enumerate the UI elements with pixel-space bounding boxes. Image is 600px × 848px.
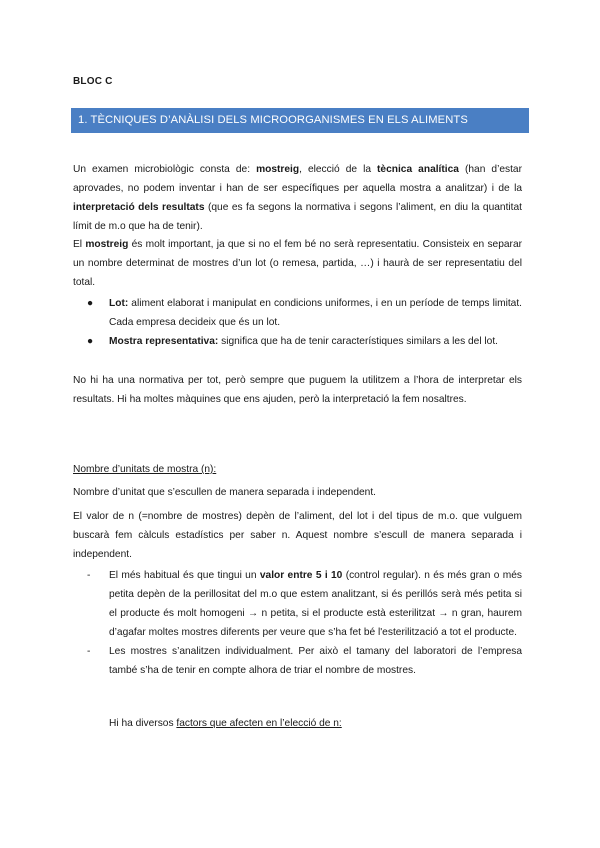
- paragraph-normativa: No hi ha una normativa per tot, però sempre que puguem la utilitzem a l’hora de interpretar els resultats. Hi ha moltes màquines que ens ajuden, però la interpretació la fem nosaltres.: [73, 375, 522, 405]
- dash-list: [73, 566, 522, 680]
- dash-icon: -: [87, 646, 91, 657]
- paragraph-factors: Hi ha diversos factors que afecten en l’elecció de n:: [109, 718, 342, 729]
- bullet-icon: ●: [87, 298, 94, 309]
- bullet-icon: ●: [87, 336, 94, 347]
- subheading-nombre-unitats: Nombre d’unitats de mostra (n):: [73, 464, 217, 475]
- paragraph-valor-n: El valor de n (=nombre de mostres) depèn de l’aliment, del lot i del tipus de m.o. que vulguem buscarà fem càlculs estadístics per saber n. Aquest nombre s’escull de manera separada i independent.: [73, 511, 522, 560]
- list-item-lot: ● Lot: aliment elaborat i manipulat en condicions uniformes, i en un període de temps limitat. Cada empresa decideix que és un lot.: [73, 294, 522, 332]
- list-item-analitzen: - Les mostres s’analitzen individualment. Per això el tamany del laboratori de l’empresa també s’ha de tenir en compte alhora de triar el nombre de mostres.: [73, 642, 522, 680]
- bloc-label: BLOC C: [73, 76, 113, 87]
- list-item-valor: - El més habitual és que tingui un valor entre 5 i 10 (control regular). n és més gran o més petita depèn de la perillositat del m.o que estem analitzant, si és perillós serà més petita si el producte és molt homogeni → n petita, si el producte està esterilitzat → n gran, haurem d’agafar moltes mostres diferents per veure que s’ha fet bé l'esterilització a tot el producte.: [73, 566, 522, 642]
- paragraph-mostreig: El mostreig és molt important, ja que si no el fem bé no serà representatiu. Consisteix en separar un nombre determinat de mostres d’un lot (o remesa, partida, …) i haurà de ser representatiu del total.: [73, 239, 522, 288]
- paragraph-definition-n: Nombre d’unitat que s’escullen de manera separada i independent.: [73, 487, 376, 498]
- definition-list: [73, 294, 522, 351]
- list-item-mostra: ● Mostra representativa: significa que ha de tenir característiques similars a les del lot.: [73, 332, 522, 351]
- dash-icon: -: [87, 570, 91, 581]
- paragraph-exam: Un examen microbiològic consta de: mostreig, elecció de la tècnica analítica (han d’estar aprovades, no podem inventar i han de ser específiques per aquella mostra a analitzar) i de la interpretació dels resultats (que es fa segons la normativa i segons l’aliment, en diu la quantitat límit de m.o que ha de tenir).: [73, 164, 522, 232]
- section-title-banner: 1. TÈCNIQUES D’ANÀLISI DELS MICROORGANISMES EN ELS ALIMENTS: [71, 108, 529, 133]
